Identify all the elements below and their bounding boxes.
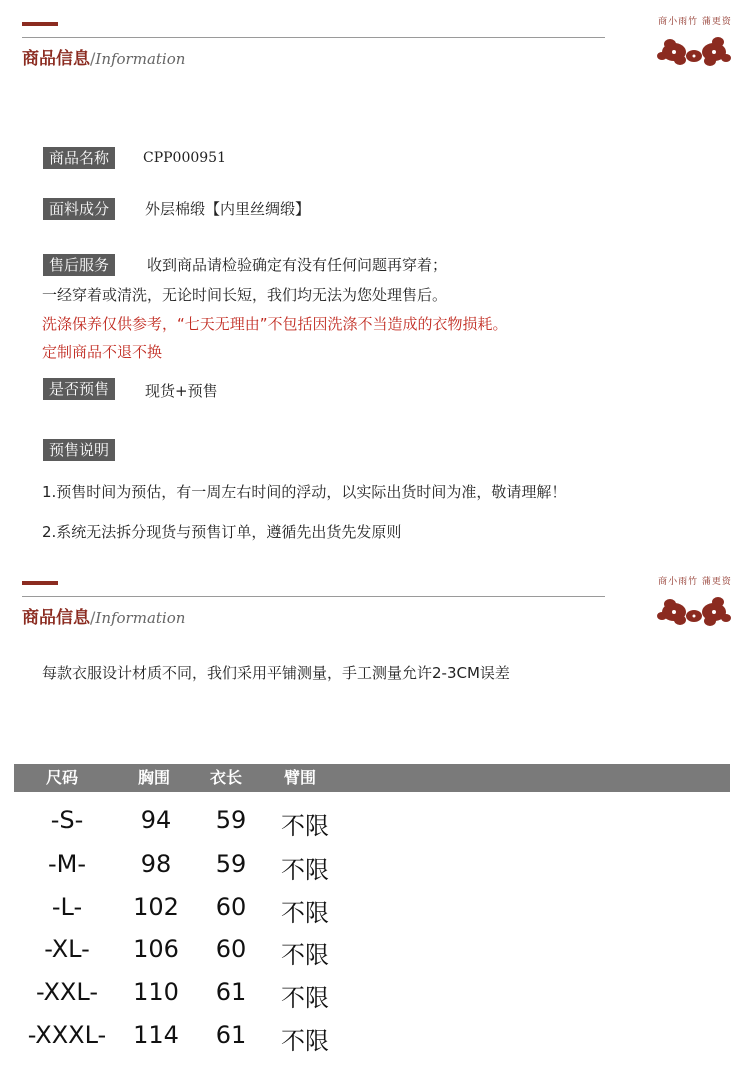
product-code-value: CPP000951 (143, 150, 226, 166)
seal-text: 商小雨竹 蒲更资 (658, 17, 732, 27)
table-row (0, 893, 750, 935)
arm-cell: 不限 (281, 941, 329, 969)
size-cell: -S- (50, 806, 84, 834)
after-sales-line-1: 收到商品请检验确定有没有任何问题再穿着； (147, 256, 448, 274)
arm-cell: 不限 (281, 856, 329, 884)
section-title-slash: / (90, 49, 96, 68)
section-divider (22, 37, 605, 38)
flower-logo-icon (650, 26, 740, 76)
table-row (0, 1021, 750, 1063)
table-row (0, 850, 750, 892)
presale-note-line-1: 1.预售时间为预估，有一周左右时间的浮动，以实际出货时间为准，敬请理解！ (42, 483, 567, 501)
section-title-text: 商品信息 (22, 49, 90, 69)
length-cell: 61 (215, 1021, 247, 1049)
presale-value: 现货+预售 (145, 382, 218, 400)
chest-cell: 114 (133, 1021, 179, 1049)
presale-note-label: 预售说明 (43, 439, 115, 461)
presale-label: 是否预售 (43, 378, 115, 400)
after-sales-label: 售后服务 (43, 254, 115, 276)
section-title (22, 44, 185, 69)
size-cell: -XXXL- (27, 1021, 107, 1049)
size-cell: -L- (51, 893, 83, 921)
length-cell: 59 (215, 806, 247, 834)
fabric-value: 外层棉缎【内里丝绸缎】 (145, 200, 311, 218)
product-code-label: 商品名称 (43, 147, 115, 169)
presale-note-line-2: 2.系统无法拆分现货与预售订单，遵循先出货先发原则 (42, 523, 402, 541)
arm-cell: 不限 (281, 899, 329, 927)
flower-logo-icon (650, 586, 740, 636)
size-cell: -XXL- (36, 978, 98, 1006)
section-title-text: 商品信息 (22, 608, 90, 628)
brand-seal (650, 14, 740, 74)
table-row (0, 806, 750, 848)
size-cell: -XL- (44, 935, 90, 963)
section-subtitle: Information (95, 50, 186, 68)
chest-cell: 98 (140, 850, 172, 878)
section-accent-bar (22, 22, 58, 26)
header-chest: 胸围 (138, 768, 171, 787)
care-warning: 洗涤保养仅供参考，“七天无理由”不包括因洗涤不当造成的衣物损耗。 (42, 315, 508, 333)
header-arm: 臂围 (284, 768, 317, 787)
chest-cell: 106 (133, 935, 179, 963)
chest-cell: 94 (140, 806, 172, 834)
custom-no-return: 定制商品不退不换 (42, 343, 163, 361)
after-sales-line-2: 一经穿着或清洗，无论时间长短，我们均无法为您处理售后。 (42, 286, 448, 304)
chest-cell: 110 (133, 978, 179, 1006)
arm-cell: 不限 (281, 812, 329, 840)
size-table-header (14, 764, 730, 792)
seal-text: 商小雨竹 蒲更资 (658, 577, 732, 587)
section-title (22, 603, 185, 628)
length-cell: 60 (215, 893, 247, 921)
fabric-label: 面料成分 (43, 198, 115, 220)
arm-cell: 不限 (281, 1027, 329, 1055)
arm-cell: 不限 (281, 984, 329, 1012)
chest-cell: 102 (133, 893, 179, 921)
length-cell: 59 (215, 850, 247, 878)
brand-seal (650, 574, 740, 634)
header-length: 衣长 (210, 768, 243, 787)
length-cell: 60 (215, 935, 247, 963)
section-divider (22, 596, 605, 597)
section-subtitle: Information (95, 609, 186, 627)
size-cell: -M- (47, 850, 87, 878)
header-size: 尺码 (46, 768, 79, 787)
section-accent-bar (22, 581, 58, 585)
section-title-slash: / (90, 608, 96, 627)
table-row (0, 978, 750, 1020)
table-row (0, 935, 750, 977)
length-cell: 61 (215, 978, 247, 1006)
measurement-note: 每款衣服设计材质不同，我们采用平铺测量，手工测量允许2-3CM误差 (42, 664, 510, 682)
